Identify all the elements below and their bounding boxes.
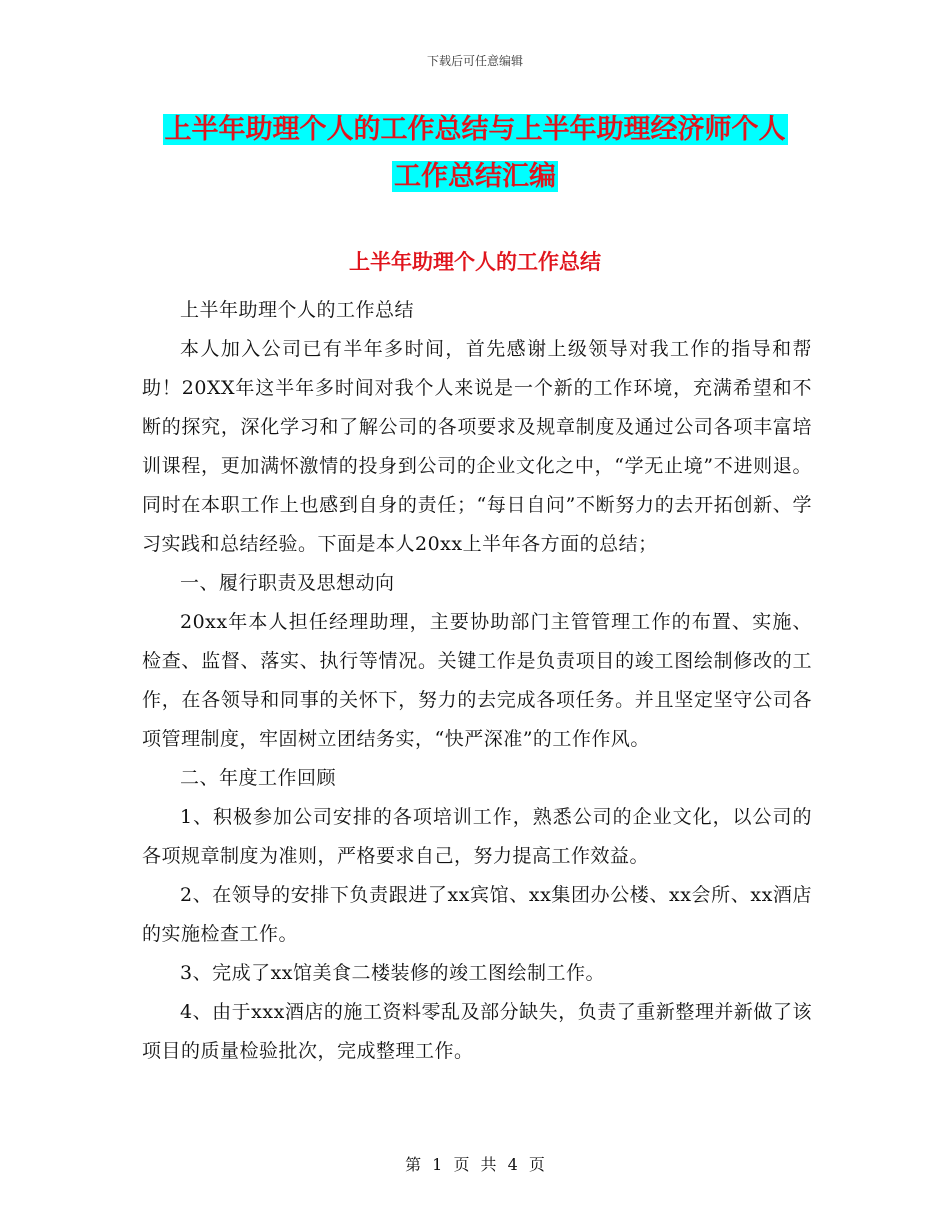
document-title-line-1 (0, 109, 950, 151)
page-number-footer: 第 1 页 共 4 页 (405, 1155, 545, 1174)
title-highlight: 工作总结汇编 (394, 161, 556, 192)
header-note: 下载后可任意编辑 (426, 54, 523, 68)
paragraph-subtitle: 上半年助理个人的工作总结 (180, 299, 415, 321)
paragraph: 20xx年本人担任经理助理，主要协助部门主管管理工作的布置、实施、检查、监督、落实、执行等情况。关键工作是负责项目的竣工图绘制修改的工作，在各领导和同事的关怀下，努力的去完成各项任务。并且坚定坚守公司各项管理制度，牢固树立团结务实，“快严深准”的工作作风。 (142, 611, 812, 750)
paragraph: 3、完成了xx馆美食二楼装修的竣工图绘制工作。 (180, 962, 606, 984)
document-body (142, 291, 812, 1071)
document-title-line-2 (0, 156, 950, 198)
section-title: 上半年助理个人的工作总结 (349, 250, 601, 274)
paragraph: 本人加入公司已有半年多时间，首先感谢上级领导对我工作的指导和帮助！20XX年这半年多时间对我个人来说是一个新的工作环境，充满希望和不断的探究，深化学习和了解公司的各项要求及规章制度及通过公司各项丰富培训课程，更加满怀激情的投身到公司的企业文化之中，“学无止境”不进则退。同时在本职工作上也感到自身的责任；“每日自问”不断努力的去开拓创新、学习实践和总结经验。下面是本人20xx上半年各方面的总结； (142, 338, 812, 555)
paragraph-heading: 二、年度工作回顾 (180, 767, 337, 789)
paragraph: 1、积极参加公司安排的各项培训工作，熟悉公司的企业文化，以公司的各项规章制度为准则，严格要求自己，努力提高工作效益。 (142, 806, 812, 867)
title-highlight: 上半年助理个人的工作总结与上半年助理经济师个人 (164, 114, 786, 145)
paragraph: 4、由于xxx酒店的施工资料零乱及部分缺失，负责了重新整理并新做了该项目的质量检验批次，完成整理工作。 (142, 1001, 812, 1062)
paragraph-heading: 一、履行职责及思想动向 (180, 572, 395, 594)
paragraph: 2、在领导的安排下负责跟进了xx宾馆、xx集团办公楼、xx会所、xx酒店的实施检查工作。 (142, 884, 812, 945)
